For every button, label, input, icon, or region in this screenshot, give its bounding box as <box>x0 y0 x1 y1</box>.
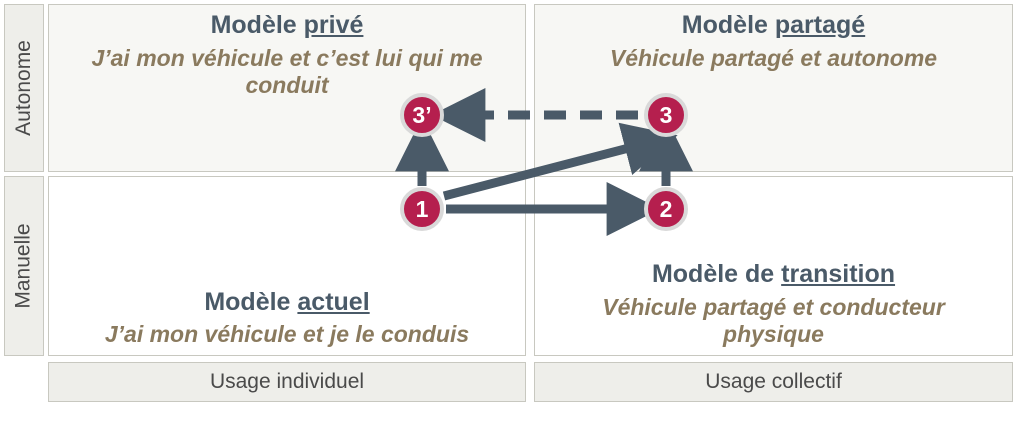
quadrant-transition-description: Véhicule partagé et conducteur physique <box>602 293 945 348</box>
node-3[interactable] <box>644 93 688 137</box>
axis-label-manuelle-text: Manuelle <box>12 223 36 309</box>
axis-label-autonome-text: Autonome <box>12 40 36 136</box>
node-1[interactable] <box>400 187 444 231</box>
quadrant-partage-description: Véhicule partagé et autonome <box>609 44 938 71</box>
axis-label-autonome <box>4 4 44 172</box>
quadrant-partage-title-prefix: Modèle <box>681 11 775 39</box>
quadrant-partage-title-keyword: partagé <box>774 11 866 39</box>
quadrant-prive-title-keyword: privé <box>303 11 364 39</box>
quadrant-partage <box>534 4 1013 172</box>
node-3-prime[interactable] <box>400 93 444 137</box>
quadrant-transition-title-keyword: transition <box>781 260 896 289</box>
quadrant-actuel-description: J’ai mon véhicule et je le conduis <box>104 321 470 348</box>
node-2-label: 2 <box>659 195 673 222</box>
node-3-label: 3 <box>659 101 673 128</box>
quadrant-prive <box>48 4 526 172</box>
axis-label-manuelle <box>4 176 44 356</box>
quadrant-prive-title <box>211 11 364 41</box>
node-1-label: 1 <box>415 195 429 222</box>
quadrant-partage-title <box>682 11 865 41</box>
quadrant-actuel-title-keyword: actuel <box>297 287 370 316</box>
column-label-usage-collectif: Usage collectif <box>534 362 1013 402</box>
quadrant-actuel-title <box>204 288 369 318</box>
column-label-usage-individuel: Usage individuel <box>48 362 526 402</box>
quadrant-actuel-title-prefix: Modèle <box>204 287 298 316</box>
quadrant-transition-title-prefix: Modèle de <box>651 260 782 289</box>
node-2[interactable] <box>644 187 688 231</box>
quadrant-transition <box>534 176 1013 356</box>
quadrant-transition-title <box>652 260 895 290</box>
quadrant-prive-description: J’ai mon véhicule et c’est lui qui me conduit <box>91 44 483 99</box>
quadrant-actuel <box>48 176 526 356</box>
quadrant-prive-title-prefix: Modèle <box>210 11 304 39</box>
node-3-prime-label: 3’ <box>412 101 432 128</box>
